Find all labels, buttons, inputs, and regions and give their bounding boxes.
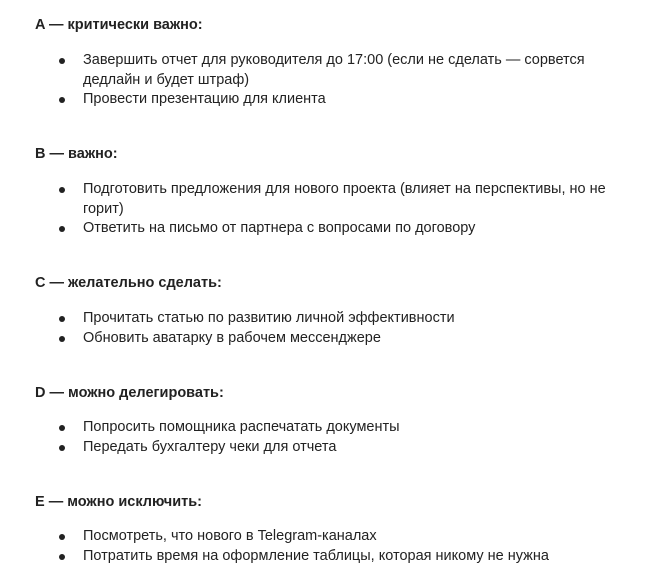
list-item	[0, 180, 623, 219]
list-item-text: Провести презентацию для клиента	[83, 91, 326, 107]
section-heading: B — важно:	[35, 146, 118, 162]
bullet-icon	[59, 425, 65, 431]
bullet-icon	[59, 554, 65, 560]
list-item	[0, 309, 623, 329]
section-heading: E — можно исключить:	[35, 494, 202, 510]
bullet-icon	[59, 445, 65, 451]
list-item	[0, 329, 623, 349]
bullet-list	[0, 51, 669, 110]
bullet-icon	[59, 97, 65, 103]
list-item-text: Прочитать статью по развитию личной эффективности	[83, 310, 455, 326]
section-heading: D — можно делегировать:	[35, 385, 224, 401]
list-item	[0, 527, 623, 547]
bullet-list	[0, 180, 669, 239]
list-item-text: Передать бухгалтеру чеки для отчета	[83, 438, 337, 455]
list-item	[0, 418, 623, 438]
section-heading: A — критически важно:	[35, 17, 203, 33]
bullet-icon	[59, 336, 65, 342]
list-item-text: Посмотреть, что нового в Telegram-каналах	[83, 528, 377, 544]
list-item	[0, 219, 623, 239]
list-item-text: Обновить аватарку в рабочем мессенджере	[83, 329, 381, 346]
list-item-text: Завершить отчет для руководителя до 17:00 (если не сделать — сорвется дедлайн и будет штраф)	[83, 52, 585, 88]
list-item	[0, 51, 623, 90]
list-item	[0, 547, 623, 567]
bullet-icon	[59, 226, 65, 232]
list-item-text: Ответить на письмо от партнера с вопросами по договору	[83, 220, 476, 236]
bullet-list	[0, 309, 669, 348]
list-item-text: Подготовить предложения для нового проекта (влияет на перспективы, но не горит)	[83, 181, 606, 217]
bullet-list	[0, 527, 669, 566]
list-item-text: Потратить время на оформление таблицы, которая никому не нужна	[83, 547, 549, 564]
list-item	[0, 90, 623, 110]
bullet-icon	[59, 534, 65, 540]
list-item	[0, 438, 623, 458]
list-item-text: Попросить помощника распечатать документы	[83, 419, 400, 435]
section-heading: C — желательно сделать:	[35, 275, 222, 291]
bullet-icon	[59, 58, 65, 64]
bullet-list	[0, 418, 669, 457]
bullet-icon	[59, 187, 65, 193]
bullet-icon	[59, 316, 65, 322]
